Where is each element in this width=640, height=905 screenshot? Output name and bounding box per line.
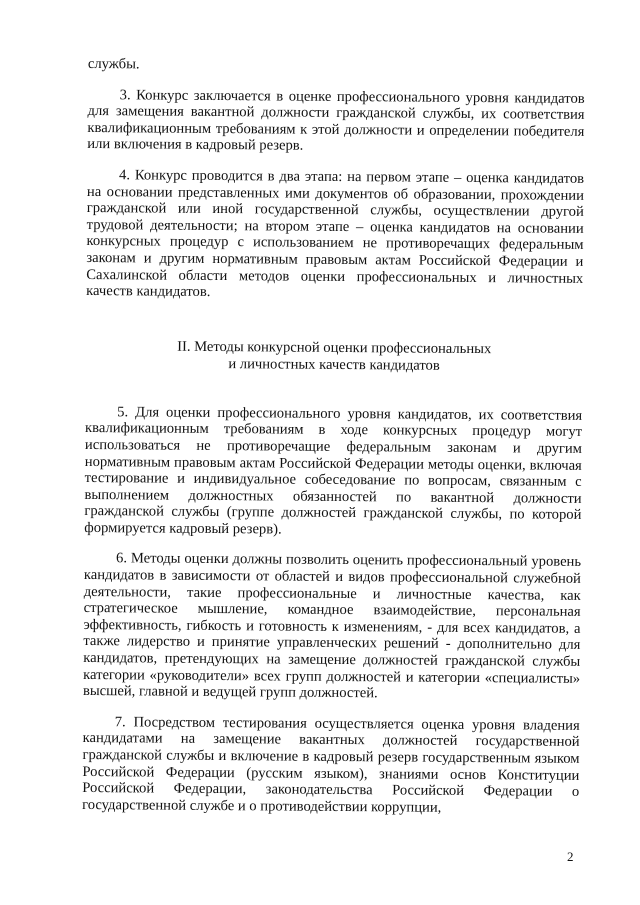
paragraph-5: 5. Для оценки профессионального уровня кандидатов, их соответствия квалификационным требованиям в ходе конкурсных процедур могут использоваться не противоречащие федеральным законам и другим нормативным правовым актам Российской Федерации методы оценки, включая тестирование и индивидуальное собеседование по вопросам, связанным с выполнением должностных обязанностей по вакантной должности гражданской службы (группе должностей гражданской службы, по которой формируется кадровый резерв). (84, 403, 583, 538)
paragraph-7: 7. Посредством тестирования осуществляется оценка уровня владения кандидатами на замещение вакантных должностей государственной гражданской службы и включение в кадровый резерв государственным языком Российской Федерации (русским языком), знаниями основ Конституции Российской Федерации, законодательства Российской Федерации о государственной службе и о противодействии коррупции, (82, 714, 580, 816)
paragraph-4: 4. Конкурс проводится в два этапа: на первом этапе – оценка кандидатов на основании представленных ими документов об образовании, прохождении гражданской или иной государственной службы, осуществлении другой трудовой деятельности; на втором этапе – оценка кандидатов на основании конкурсных процедур с использованием не противоречащих федеральным законам и другим нормативным правовым актам Российской Федерации и Сахалинской области методов оценки профессиональных и личностных качеств кандидатов. (86, 167, 585, 301)
document-body (82, 56, 585, 817)
page-number: 2 (567, 849, 574, 864)
section-heading-line-1: II. Методы конкурсной оценки профессиональных (177, 338, 492, 357)
paragraph-continuation: службы. (87, 56, 140, 73)
section-heading (86, 338, 583, 376)
paragraph-3: 3. Конкурс заключается в оценке профессионального уровня кандидатов для замещения вакантной должности гражданской службы, их соответствия квалификационным требованиям к этой должности и определении победителя или включения в кадровый резерв. (87, 86, 585, 155)
section-heading-line-2: и личностных качеств кандидатов (228, 355, 440, 374)
paragraph-6: 6. Методы оценки должны позволить оценить профессиональный уровень кандидатов в зависимости от областей и видов профессиональной служебной деятельности, такие профессиональные и личностные качества, как стратегическое мышление, командное взаимодействие, персональная эффективность, гибкость и готовность к изменениям, - для всех кандидатов, а также лидерство и принятие управленческих решений - дополнительно для кандидатов, претендующих на замещение должностей гражданской службы категории «руководители» всех групп должностей и категории «специалисты» высшей, главной и ведущей групп должностей. (82, 550, 582, 702)
